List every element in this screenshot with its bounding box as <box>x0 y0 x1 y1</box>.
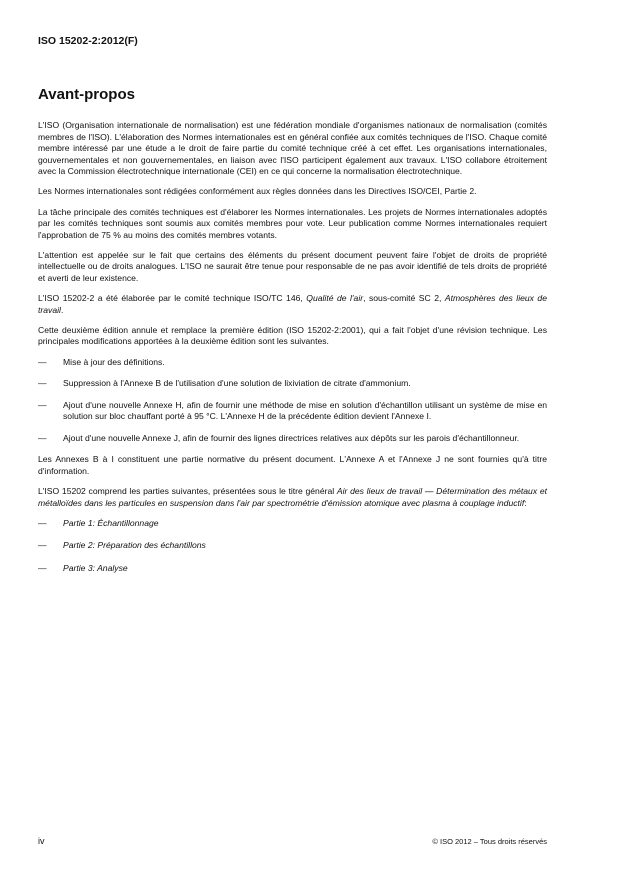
general-title: Air des lieux de travail — Détermination des métaux et métalloïdes dans les particules en suspension dans l'air par spectrométrie d'émission atomique avec plasma à couplage inductif <box>38 486 547 508</box>
list-item <box>38 400 547 423</box>
committee-title: Qualité de l'air <box>306 293 364 304</box>
list-item <box>38 433 547 445</box>
text-span: L'ISO 15202 comprend les parties suivantes, présentées sous le titre général <box>38 486 337 497</box>
paragraph-iso-intro: L'ISO (Organisation internationale de normalisation) est une fédération mondiale d'organismes nationaux de normalisation (comités membres de l'ISO). L'élaboration des Normes internationales est en général confiée aux comités techniques de l'ISO. Chaque comité membre intéressé par une étude a le droit de faire partie du comité technique créé à cet effet. Les organisations internationales, gouvernementales et non gouvernementales, en liaison avec l'ISO participent également aux travaux. L'ISO collabore étroitement avec la Commission électrotechnique internationale (CEI) en ce qui concerne la normalisation électrotechnique. <box>38 120 547 177</box>
dash-mark: — <box>38 517 47 528</box>
list-item <box>38 540 547 552</box>
dash-mark: — <box>38 399 47 410</box>
document-body <box>38 120 547 586</box>
part-title: Partie 2: Préparation des échantillons <box>63 540 206 551</box>
list-item <box>38 357 547 369</box>
dash-mark: — <box>38 432 47 443</box>
list-item <box>38 518 547 530</box>
parts-list <box>38 518 547 575</box>
list-item-text: Ajout d'une nouvelle Annexe J, afin de fournir des lignes directrices relatives aux dépôts sur les parois d'échantillonneur. <box>63 432 520 443</box>
dash-mark: — <box>38 563 47 574</box>
part-title: Partie 3: Analyse <box>63 563 128 574</box>
page-title: Avant-propos <box>38 86 135 103</box>
page-number: iv <box>38 836 45 846</box>
text-span: : <box>524 497 527 508</box>
part-title: Partie 1: Échantillonnage <box>63 517 159 528</box>
document-id-header: ISO 15202-2:2012(F) <box>38 35 138 47</box>
paragraph-committee-task: La tâche principale des comités techniques est d'élaborer les Normes internationales. Les projets de Normes internationales adoptés par les comités techniques sont soumis aux comités membres pour vote. Leur publication comme Normes internationales requiert l'approbation de 75 % au moins des comités membres votants. <box>38 206 547 240</box>
paragraph-edition: Cette deuxième édition annule et remplace la première édition (ISO 15202-2:2001), qui a fait l'objet d'une révision technique. Les principales modifications apportées à la deuxième édition sont les suivantes. <box>38 324 547 347</box>
paragraph-patent-rights: L'attention est appelée sur le fait que certains des éléments du présent document peuvent faire l'objet de droits de propriété intellectuelle ou de droits analogues. L'ISO ne saurait être tenue pour responsable de ne pas avoir identifié de tels droits de propriété et averti de leur existence. <box>38 249 547 284</box>
text-span: , sous-comité SC 2, <box>363 293 445 304</box>
paragraph-parts-intro <box>38 486 547 509</box>
dash-mark: — <box>38 378 47 389</box>
dash-mark: — <box>38 540 47 551</box>
subcommittee-title: Atmosphères des lieux de travail <box>38 293 547 315</box>
text-span: L'ISO 15202-2 a été élaborée par le comité technique ISO/TC 146, <box>38 293 307 304</box>
text-span: . <box>60 304 64 315</box>
paragraph-directives: Les Normes internationales sont rédigées conformément aux règles données dans les Directives ISO/CEI, Partie 2. <box>38 186 477 197</box>
list-item-text: Suppression à l'Annexe B de l'utilisation d'une solution de lixiviation de citrate d'ammonium. <box>63 378 411 389</box>
list-item <box>38 378 547 390</box>
paragraph-prepared-by <box>38 293 547 316</box>
list-item-text: Ajout d'une nouvelle Annexe H, afin de fournir une méthode de mise en solution d'échantillon utilisant un système de mise en solution sur bloc chauffant porté à 95 °C. L'Annexe H de la précédente édition devient l'Annexe I. <box>63 399 547 422</box>
copyright-notice: © ISO 2012 – Tous droits réservés <box>432 837 547 846</box>
list-item-text: Mise à jour des définitions. <box>63 356 165 367</box>
list-item <box>38 563 547 575</box>
paragraph-annexes: Les Annexes B à I constituent une partie normative du présent document. L'Annexe A et l'Annexe J ne sont fournies qu'à titre d'information. <box>38 454 547 477</box>
dash-mark: — <box>38 356 47 367</box>
